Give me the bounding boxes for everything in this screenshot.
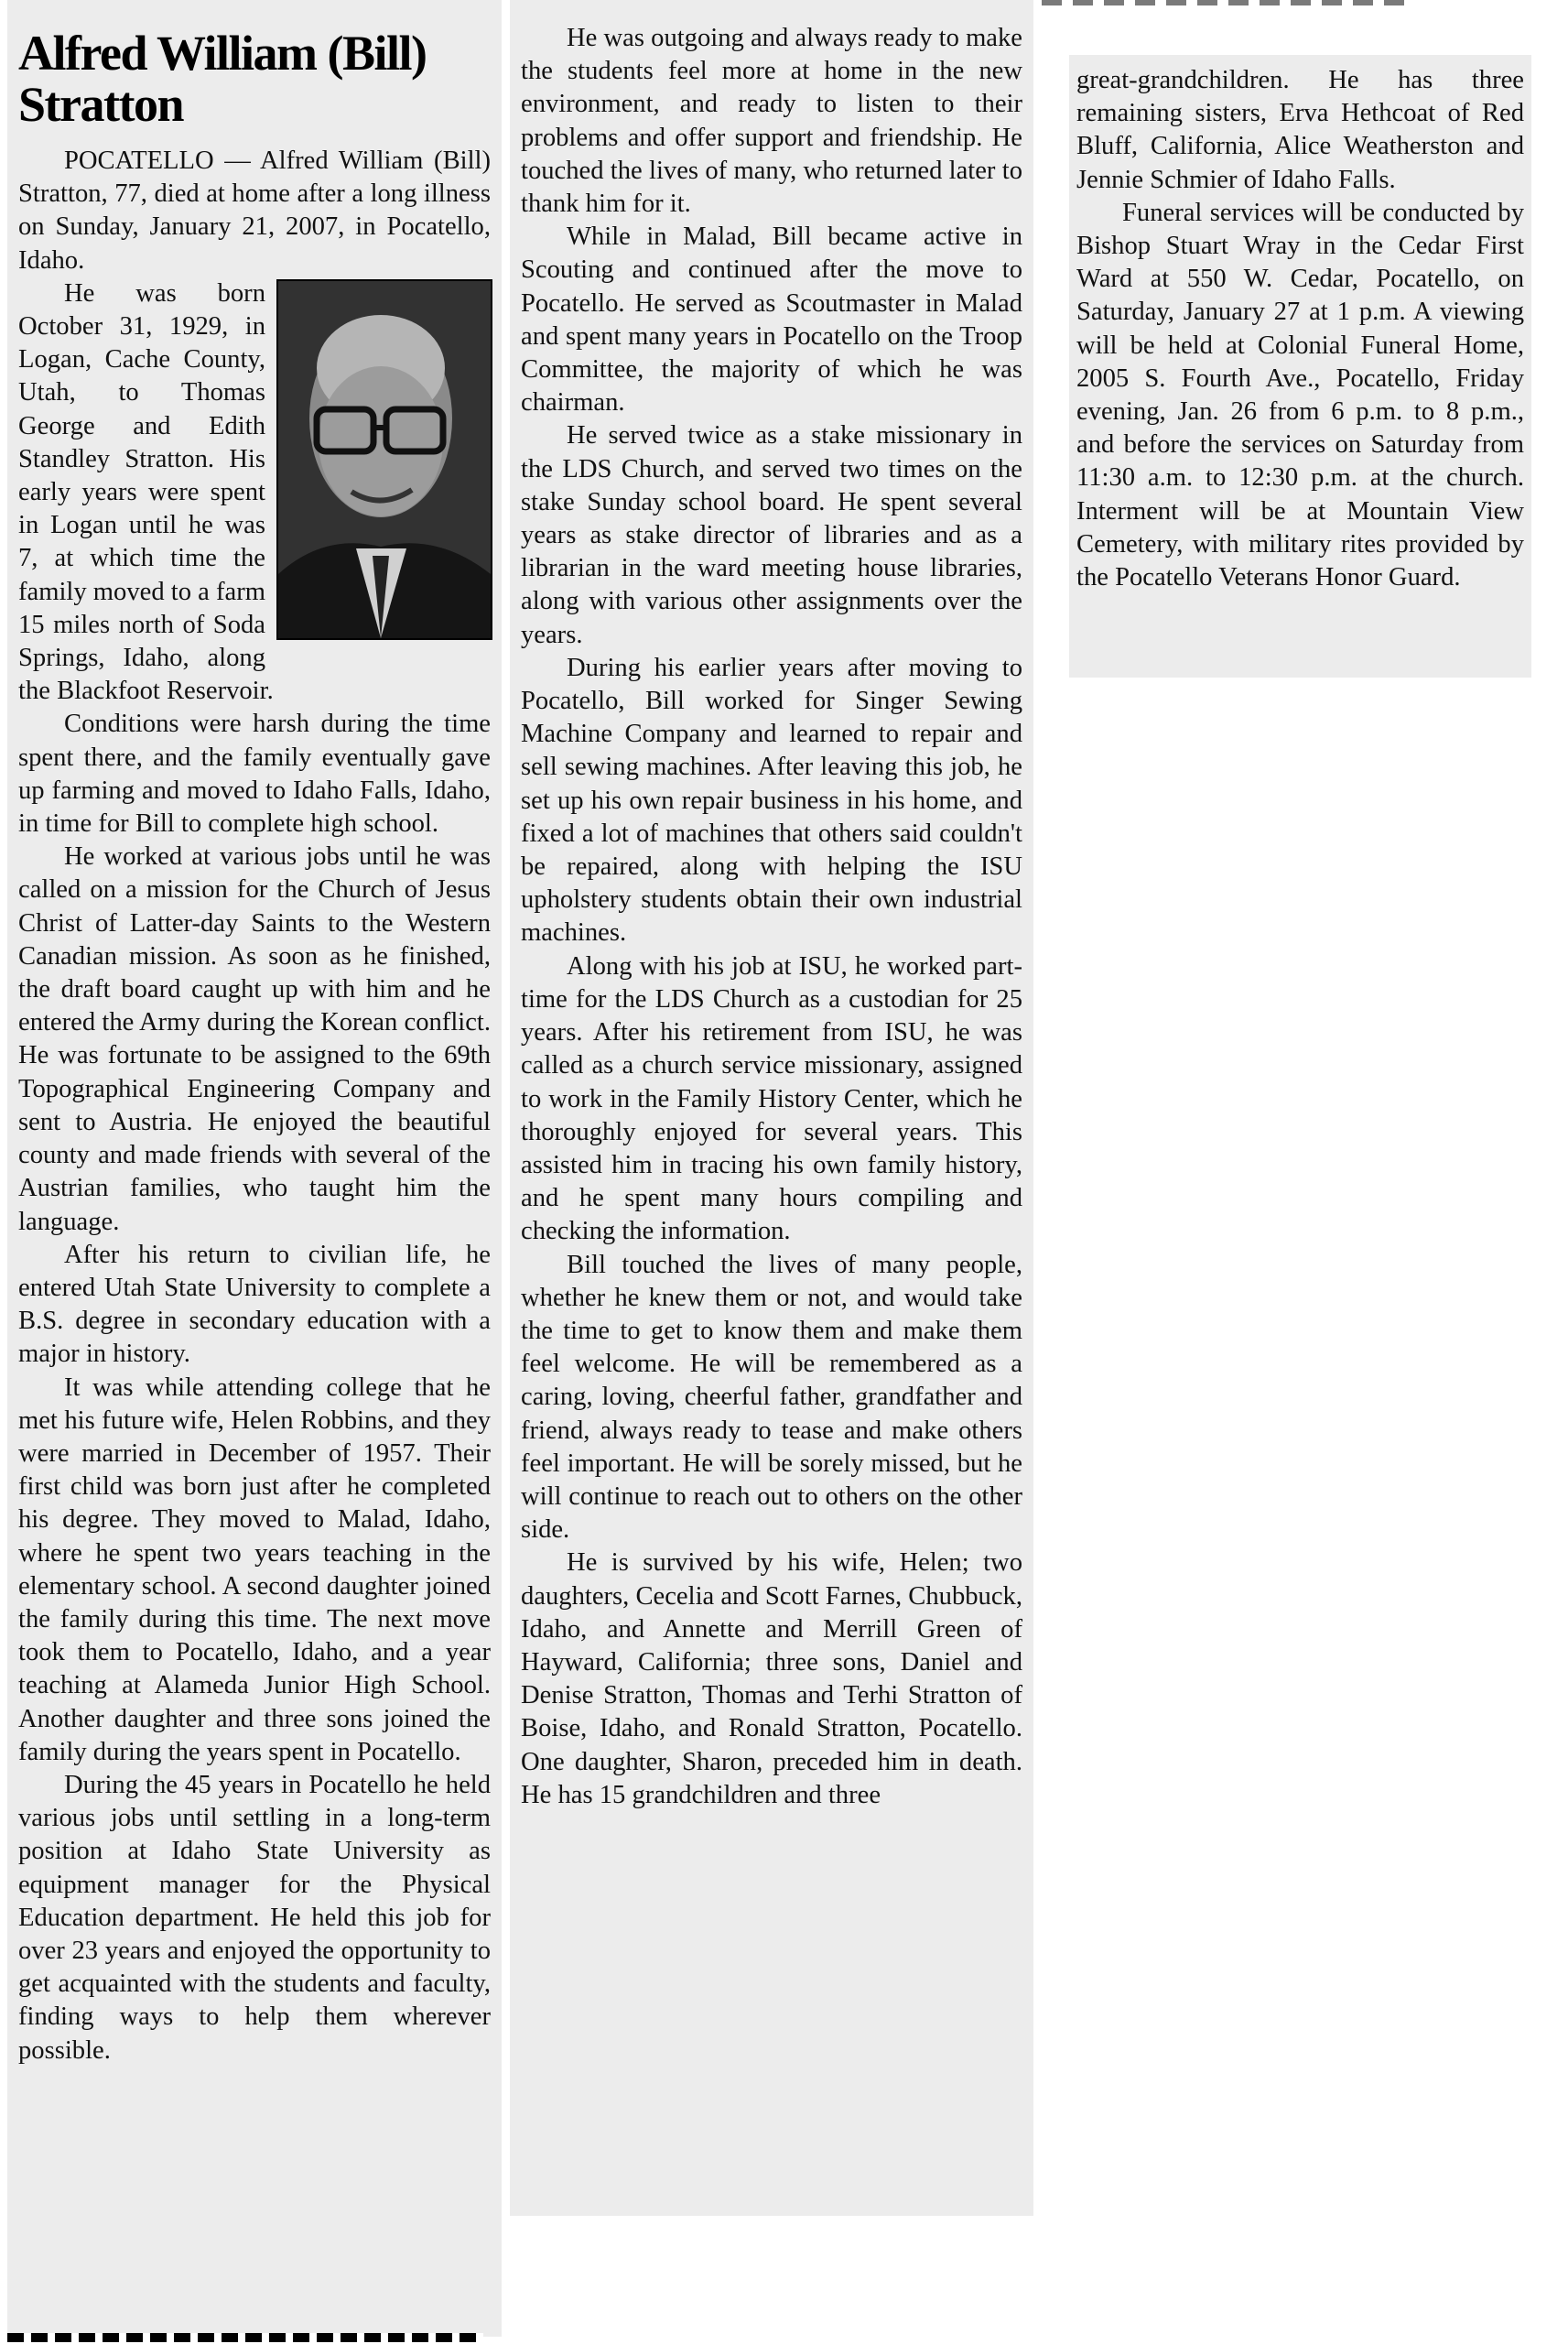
headline: Alfred William (Bill) Stratton: [18, 26, 427, 132]
paragraph: During his earlier years after moving to Pocatello, Bill worked for Singer Sewing Machine Company and learned to repair and sell sewing machines. After leaving this job, he set up his own repair business in his home, and fixed a lot of machines that others said couldn't be repaired, along with helping the ISU upholstery students obtain their own industrial machines.: [521, 653, 1022, 948]
paragraph: After his return to civilian life, he entered Utah State University to complete a B.S. degree in secondary education with a major in history.: [18, 1240, 491, 1369]
bottom-rule: [7, 2333, 483, 2342]
paragraph: Along with his job at ISU, he worked part-time for the LDS Church as a custodian for 25 years. After his retirement from ISU, he was called as a church service missionary, assigned to work in the Family History Center, which he thoroughly enjoyed for several years. This assisted him in tracing his own family history, and he spent many hours compiling and checking the information.: [521, 951, 1022, 1246]
paragraph: He was born October 31, 1929, in Logan, Cache County, Utah, to Thomas George and Edith Standley Stratton. His early years were spent in Logan until he was 7, at which time the family moved to a farm 15 miles north of Soda Springs, Idaho, along the Blackfoot Reservoir.: [18, 278, 274, 706]
portrait-photo: [276, 279, 492, 640]
paragraph: He is survived by his wife, Helen; two daughters, Cecelia and Scott Farnes, Chubbuck, Idaho, and Annette and Merrill Green of Hayward, California; three sons, Daniel and Denise Stratton, Thomas and Terhi Stratton of Boise, Idaho, and Ronald Stratton, Pocatello. One daughter, Sharon, preceded him in death. He has 15 grandchildren and three: [521, 1548, 1022, 1809]
paragraph: great-grandchildren. He has three remaining sisters, Erva Hethcoat of Red Bluff, California, Alice Weatherston and Jennie Schmier of Idaho Falls.: [1076, 66, 1524, 194]
column-2: [510, 0, 1033, 2216]
paragraph: During the 45 years in Pocatello he held various jobs until settling in a long-term position at Idaho State University as equipment manager for the Physical Education department. He held this job for over 23 years and enjoyed the opportunity to get acquainted with the students and faculty, finding ways to help them wherever possible.: [18, 1770, 491, 2065]
paragraph: Funeral services will be conducted by Bishop Stuart Wray in the Cedar First Ward at 550 W. Cedar, Pocatello, on Saturday, January 27 at 1 p.m. A viewing will be held at Colonial Funeral Home, 2005 S. Fourth Ave., Pocatello, Friday evening, Jan. 26 from 6 p.m. to 8 p.m., and before the services on Saturday from 11:30 a.m. to 12:30 p.m. at the church. Interment will be at Mountain View Cemetery, with military rites provided by the Pocatello Veterans Honor Guard.: [1076, 198, 1524, 592]
paragraph: Conditions were harsh during the time spent there, and the family eventually gave up farming and moved to Idaho Falls, Idaho, in time for Bill to complete high school.: [18, 710, 491, 839]
paragraph: He was outgoing and always ready to make the students feel more at home in the new environment, and ready to listen to their problems and offer support and friendship. He touched the lives of many, who returned later to thank him for it.: [521, 24, 1022, 219]
paragraph: Bill touched the lives of many people, whether he knew them or not, and would take the time to get to know them and make them feel welcome. He will be remembered as a caring, loving, cheerful father, grandfather and friend, always ready to tease and make others feel important. He will be sorely missed, but he will continue to reach out to others on the other side.: [521, 1250, 1022, 1545]
column-3: [1069, 55, 1531, 678]
paragraph: It was while attending college that he met his future wife, Helen Robbins, and they were married in December of 1957. Their first child was born just after he completed his degree. They moved to Malad, Idaho, where he spent two years teaching in the elementary school. A second daughter joined the family during this time. The next move took them to Pocatello, Idaho, and a year teaching at Alameda Junior High School. Another daughter and three sons joined the family during the years spent in Pocatello.: [18, 1373, 491, 1766]
portrait-icon: [278, 281, 491, 638]
paragraph: POCATELLO — Alfred William (Bill) Stratton, 77, died at home after a long illness on Sunday, January 21, 2007, in Pocatello, Idaho.: [18, 146, 491, 275]
paragraph: While in Malad, Bill became active in Scouting and continued after the move to Pocatello. He served as Scoutmaster in Malad and spent many years in Pocatello on the Troop Committee, the majority of which he was chairman.: [521, 222, 1022, 418]
paragraph: He worked at various jobs until he was called on a mission for the Church of Jesus Christ of Latter-day Saints to the Western Canadian mission. As soon as he finished, the draft board caught up with him and he entered the Army during the Korean conflict. He was fortunate to be assigned to the 69th Topographical Engineering Company and sent to Austria. He enjoyed the beautiful county and made friends with several of the Austrian families, who taught him the language.: [18, 842, 491, 1236]
paragraph: He served twice as a stake missionary in the LDS Church, and served two times on the stake Sunday school board. He spent several years as stake director of libraries and as a librarian in the ward meeting house libraries, along with various other assignments over the years.: [521, 421, 1022, 649]
column-1: [7, 0, 502, 2337]
